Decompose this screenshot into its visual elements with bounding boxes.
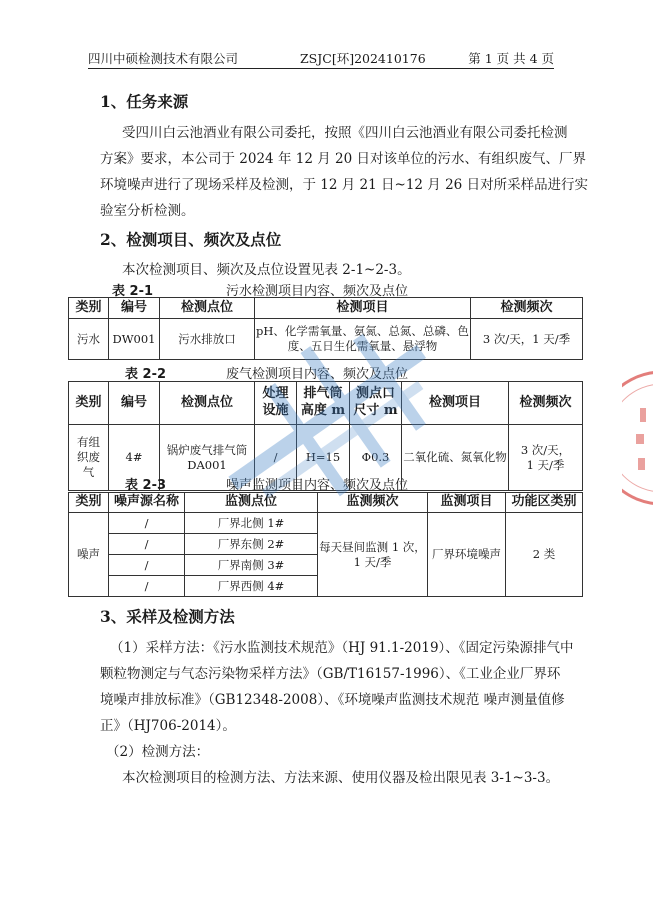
table-3-cell-point: 厂界南侧 3# [185, 555, 318, 576]
page-header [88, 48, 554, 69]
table-2-header-items: 检测项目 [402, 382, 509, 425]
table-3-cell-item: 厂界环境噪声 [428, 513, 506, 597]
table-2-cell-height: H=15 [297, 425, 350, 491]
section-3-detection-text: 本次检测项目的检测方法、方法来源、使用仪器及检出限见表 3-1~3-3。 [122, 770, 560, 786]
table-2-header-stack-height: 排气筒 高度 m [297, 382, 350, 425]
table-2-header-port-size: 测点口 尺寸 m [350, 382, 402, 425]
table-1-header: 检测项目 [255, 298, 471, 319]
table-1-cell-frequency: 3 次/天，1 天/季 [471, 319, 583, 360]
header-company: 四川中硕检测技术有限公司 [88, 51, 239, 66]
table-1-caption: 污水检测项目内容、频次及点位 [226, 284, 409, 299]
table-2-cell-facility: / [255, 425, 297, 491]
table-1-cell-point: 污水排放口 [160, 319, 255, 360]
table-3-cell-source: / [109, 576, 185, 597]
table-2-cell-size: Φ0.3 [350, 425, 402, 491]
table-1-cell-category: 污水 [69, 319, 109, 360]
table-1-label: 表 2-1 [112, 284, 154, 299]
table-2-label: 表 2-2 [125, 367, 167, 382]
table-3-header: 类别 [69, 493, 109, 513]
table-2-cell-items: 二氧化硫、氮氧化物 [402, 425, 509, 491]
table-1-cell-items [255, 319, 471, 360]
header-page-number: 第 1 页 共 4 页 [468, 51, 554, 66]
table-2-header-frequency: 检测频次 [509, 382, 583, 425]
table-noise [68, 492, 583, 597]
table-3-label: 表 2-3 [125, 478, 167, 493]
table-3-cell-category: 噪声 [69, 513, 109, 597]
table-2-cell-code: 4# [109, 425, 160, 491]
table-2-cell-point: 锅炉废气排气筒 DA001 [160, 425, 255, 491]
section-3-sampling-line-4: 正》（HJ706-2014）。 [100, 718, 236, 734]
table-3-cell-frequency: 每天昼间监测 1 次， 1 天/季 [318, 513, 428, 597]
table-2-cell-category: 有组 织废 气 [69, 425, 109, 491]
section-1-title: 1、任务来源 [100, 92, 189, 111]
table-2-header-code: 编号 [109, 382, 160, 425]
table-3-cell-point: 厂界西侧 4# [185, 576, 318, 597]
table-3-cell-point: 厂界东侧 2# [185, 534, 318, 555]
table-wastewater [68, 297, 583, 360]
table-1-header: 检测频次 [471, 298, 583, 319]
section-3-sampling-line-3: 境噪声排放标准》（GB12348-2008）、《环境噪声监测技术规范 噪声测量值修 [100, 692, 565, 708]
table-1-header: 检测点位 [160, 298, 255, 319]
table-1-cell-code: DW001 [109, 319, 160, 360]
section-1-line-1: 受四川白云池酒业有限公司委托，按照《四川白云池酒业有限公司委托检测 [122, 125, 568, 141]
table-3-cell-source: / [109, 555, 185, 576]
table-1-items-line: pH、化学需氧量、氨氮、总氮、总磷、色 [256, 324, 469, 339]
table-3-header: 监测项目 [428, 493, 506, 513]
section-2-title: 2、检测项目、频次及点位 [100, 230, 282, 249]
table-3-cell-source: / [109, 513, 185, 534]
table-2-header-point: 检测点位 [160, 382, 255, 425]
table-3-header: 噪声源名称 [109, 493, 185, 513]
table-3-cell-source: / [109, 534, 185, 555]
table-3-header: 监测频次 [318, 493, 428, 513]
table-3-header: 功能区类别 [506, 493, 583, 513]
table-3-header: 监测点位 [185, 493, 318, 513]
table-2-header-category: 类别 [69, 382, 109, 425]
section-1-line-4: 验室分析检测。 [100, 203, 195, 219]
section-3-sampling-line-1: （1）采样方法：《污水监测技术规范》（HJ 91.1-2019）、《固定污染源排气中 [110, 640, 574, 656]
table-1-items-line: 度、五日生化需氧量、悬浮物 [287, 339, 438, 353]
section-2-intro: 本次检测项目、频次及点位设置见表 2-1~2-3。 [122, 262, 411, 278]
section-3-sampling-line-2: 颗粒物测定与气态污染物采样方法》（GB/T16157-1996）、《工业企业厂界环 [100, 666, 561, 682]
table-2-caption: 废气检测项目内容、频次及点位 [226, 367, 409, 382]
table-3-caption: 噪声监测项目内容、频次及点位 [226, 478, 409, 493]
section-1-line-3: 环境噪声进行了现场采样及检测，于 12 月 21 日~12 月 26 日对所采样品进行实 [100, 177, 589, 193]
header-report-no: ZSJC[环]202410176 [300, 51, 426, 66]
section-1-line-2: 方案》要求，本公司于 2024 年 12 月 20 日对该单位的污水、有组织废气、厂界 [100, 151, 586, 167]
table-2-header-facility: 处理 设施 [255, 382, 297, 425]
table-3-cell-zone: 2 类 [506, 513, 583, 597]
table-1-header: 类别 [69, 298, 109, 319]
seal-stamp-fragment [622, 368, 653, 508]
table-2-cell-frequency: 3 次/天， 1 天/季 [509, 425, 583, 491]
section-3-detection-title: （2）检测方法： [106, 744, 210, 760]
table-3-cell-point: 厂界北侧 1# [185, 513, 318, 534]
section-3-title: 3、采样及检测方法 [100, 607, 235, 626]
table-1-header: 编号 [109, 298, 160, 319]
